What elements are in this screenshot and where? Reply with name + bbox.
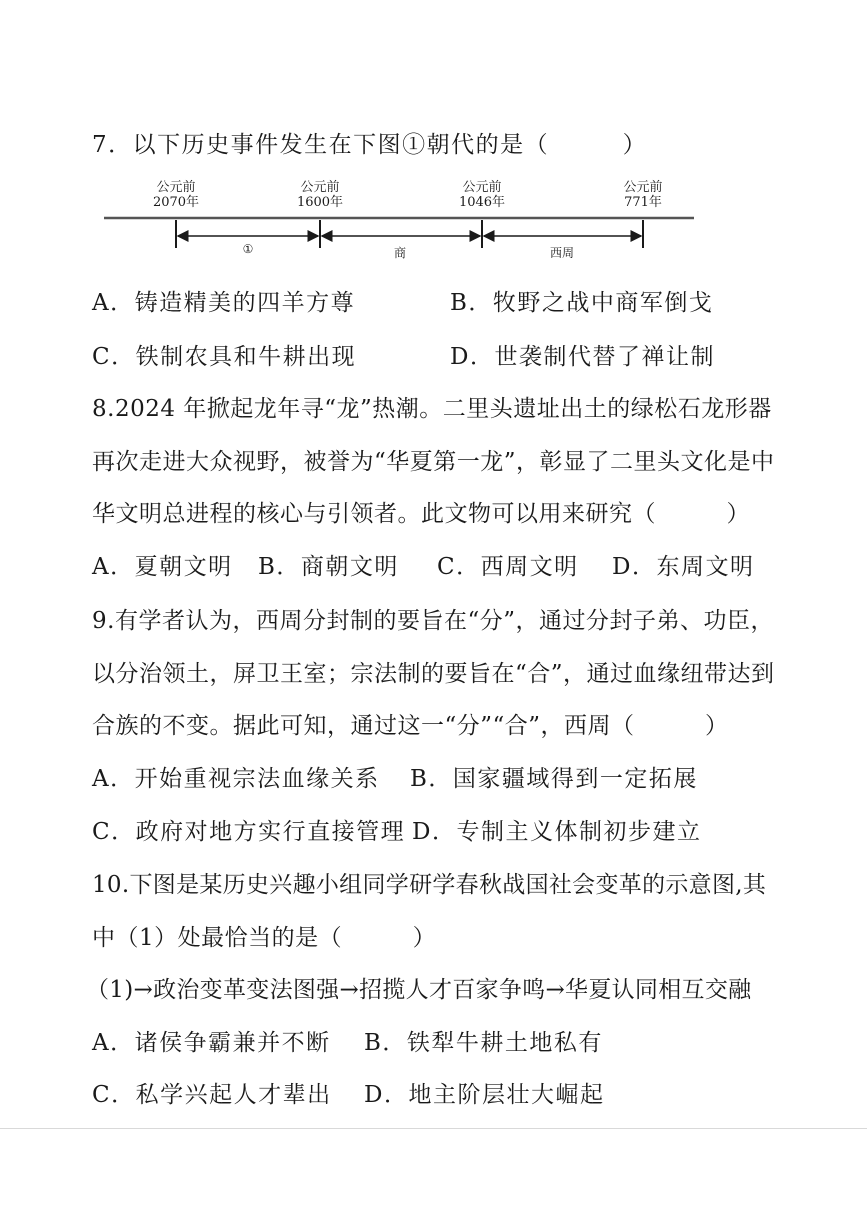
- q9-line-2: 以分治领土，屏卫王室；宗法制的要旨在“合”，通过血缘纽带达到: [92, 661, 775, 687]
- q8-line-1: 8.2024 年掀起龙年寻“龙”热潮。二里头遗址出土的绿松石龙形器: [92, 396, 772, 422]
- q9-option-d: D．专制主义体制初步建立: [412, 819, 702, 845]
- q8-line-2: 再次走进大众视野，被誉为“华夏第一龙”，彰显了二里头文化是中: [92, 449, 775, 475]
- q8-option-c: C．西周文明: [437, 554, 579, 580]
- tick-3-line2: 1046年: [458, 195, 506, 210]
- q8-option-d: D．东周文明: [612, 554, 755, 580]
- q7-stem: 7．以下历史事件发生在下图①朝代的是（ ）: [92, 132, 648, 158]
- tick-3-line1: 公元前: [462, 180, 502, 195]
- q10-option-b: B．铁犁牛耕土地私有: [364, 1030, 603, 1056]
- q9-line-3: 合族的不变。据此可知，通过这一“分”“合”，西周（ ）: [92, 713, 729, 739]
- segment-label-2: 商: [393, 246, 406, 260]
- tick-1-line1: 公元前: [156, 180, 196, 195]
- segment-label-3: 西周: [549, 246, 574, 260]
- timeline-axis: [0, 0, 867, 270]
- q7-option-a: A．铸造精美的四羊方尊: [92, 290, 356, 316]
- segment-label-1: ①: [242, 242, 254, 256]
- q10-flow: （1)→政治变革变法图强→招揽人才百家争鸣→华夏认同相互交融: [86, 977, 752, 1003]
- q10-option-c: C．私学兴起人才辈出: [92, 1082, 332, 1108]
- q8-option-a: A．夏朝文明: [92, 554, 233, 580]
- tick-4-line2: 771年: [624, 195, 662, 210]
- q7-option-d: D．世袭制代替了禅让制: [450, 344, 715, 370]
- page-divider: [0, 1128, 867, 1129]
- q9-option-b: B．国家疆域得到一定拓展: [410, 766, 698, 792]
- q7-option-c: C．铁制农具和牛耕出现: [92, 344, 357, 370]
- timeline: [0, 0, 867, 270]
- tick-1-line2: 2070年: [152, 195, 200, 210]
- q10-line-2: 中（1）处最恰当的是（ ）: [92, 925, 437, 951]
- q7-option-b: B．牧野之战中商军倒戈: [450, 290, 714, 316]
- tick-2-line1: 公元前: [300, 180, 340, 195]
- q10-line-1: 10.下图是某历史兴趣小组同学研学春秋战国社会变革的示意图,其: [92, 872, 767, 898]
- tick-2-line2: 1600年: [296, 195, 344, 210]
- q8-line-3: 华文明总进程的核心与引领者。此文物可以用来研究（ ）: [92, 501, 750, 527]
- q9-line-1: 9.有学者认为，西周分封制的要旨在“分”，通过分封子弟、功臣，: [92, 608, 774, 634]
- q9-option-a: A．开始重视宗法血缘关系: [92, 766, 380, 792]
- q10-option-d: D．地主阶层壮大崛起: [364, 1082, 605, 1108]
- q10-option-a: A．诸侯争霸兼并不断: [92, 1030, 331, 1056]
- q9-option-c: C．政府对地方实行直接管理: [92, 819, 406, 845]
- q8-option-b: B．商朝文明: [258, 554, 399, 580]
- tick-4-line1: 公元前: [623, 180, 663, 195]
